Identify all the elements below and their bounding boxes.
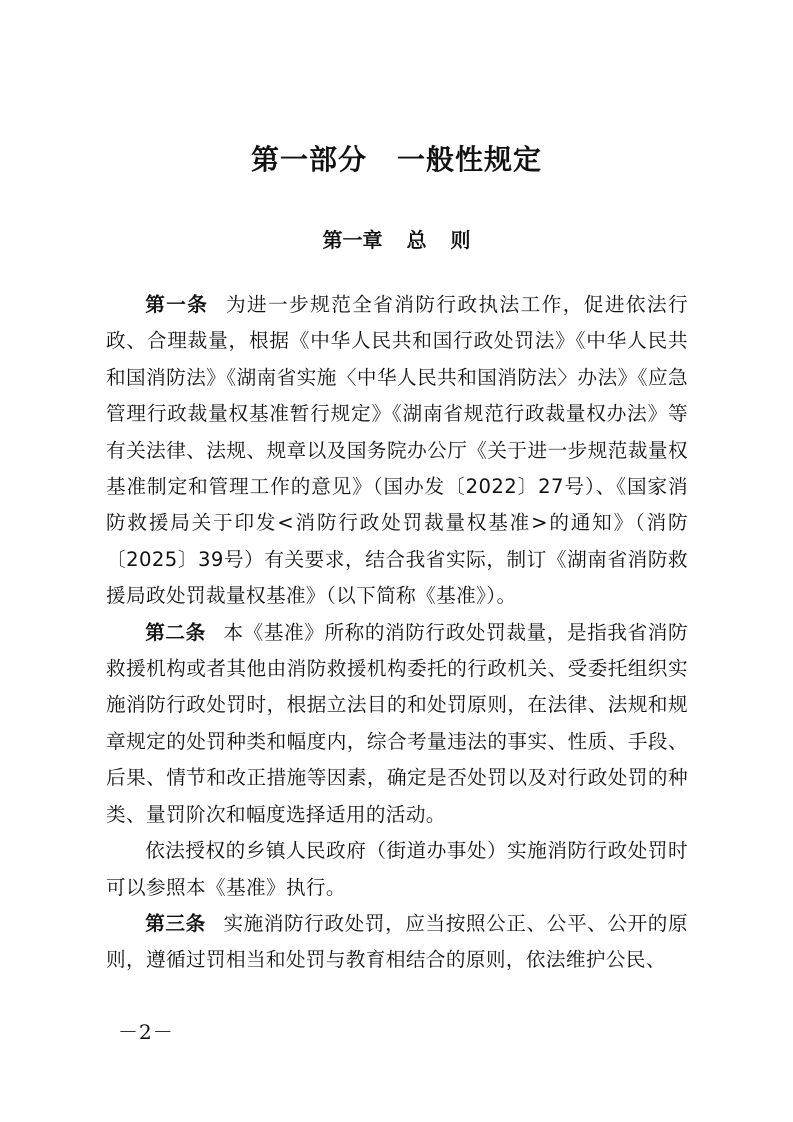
chapter-title-number: 第一章 [322, 228, 383, 252]
article-1 [106, 287, 688, 615]
part-title [0, 138, 793, 178]
document-body [106, 287, 688, 979]
page-number: －2－ [118, 1020, 174, 1044]
article-2-supplement [106, 833, 688, 906]
article-label: 第二条 [145, 620, 206, 644]
chapter-title-name-part2: 则 [450, 228, 471, 252]
article-text: 依法授权的乡镇人民政府（街道办事处）实施消防行政处罚时可以参照本《基准》执行。 [106, 839, 688, 899]
article-text: 为进一步规范全省消防行政执法工作，促进依法行政、合理裁量，根据《中华人民共和国行政处罚法》《中华人民共和国消防法》《湖南省实施〈中华人民共和国消防法〉办法》《应急管理行政裁量权基准暂行规定》《湖南省规范行政裁量权办法》等有关法律、法规、规章以及国务院办公厅《关于进一步规范裁量权基准制定和管理工作的意见》（国办发〔2022〕27号）、《国家消防救援局关于印发<消防行政处罚裁量权基准>的通知》（消防〔2025〕39号）有关要求，结合我省实际，制订《湖南省消防救援局政处罚裁量权基准》（以下简称《基准》）。 [106, 293, 688, 608]
article-label: 第三条 [145, 911, 206, 935]
article-text: 本《基准》所称的消防行政处罚裁量，是指我省消防救援机构或者其他由消防救援机构委托的行政机关、受委托组织实施消防行政处罚时，根据立法目的和处罚原则，在法律、法规和规章规定的处罚种类和幅度内，综合考量违法的事实、性质、手段、后果、情节和改正措施等因素，确定是否处罚以及对行政处罚的种类、量罚阶次和幅度选择适用的活动。 [106, 620, 688, 826]
part-title-number: 第一部分 [250, 143, 367, 176]
chapter-title-name-part1: 总 [406, 228, 427, 252]
article-text: 实施消防行政处罚，应当按照公正、公平、公开的原则，遵循过罚相当和处罚与教育相结合的原则，依法维护公民、 [106, 911, 688, 972]
chapter-title [0, 224, 793, 253]
article-label: 第一条 [145, 293, 209, 316]
part-title-name: 一般性规定 [397, 143, 543, 176]
article-3 [106, 906, 688, 979]
article-2 [106, 615, 688, 833]
